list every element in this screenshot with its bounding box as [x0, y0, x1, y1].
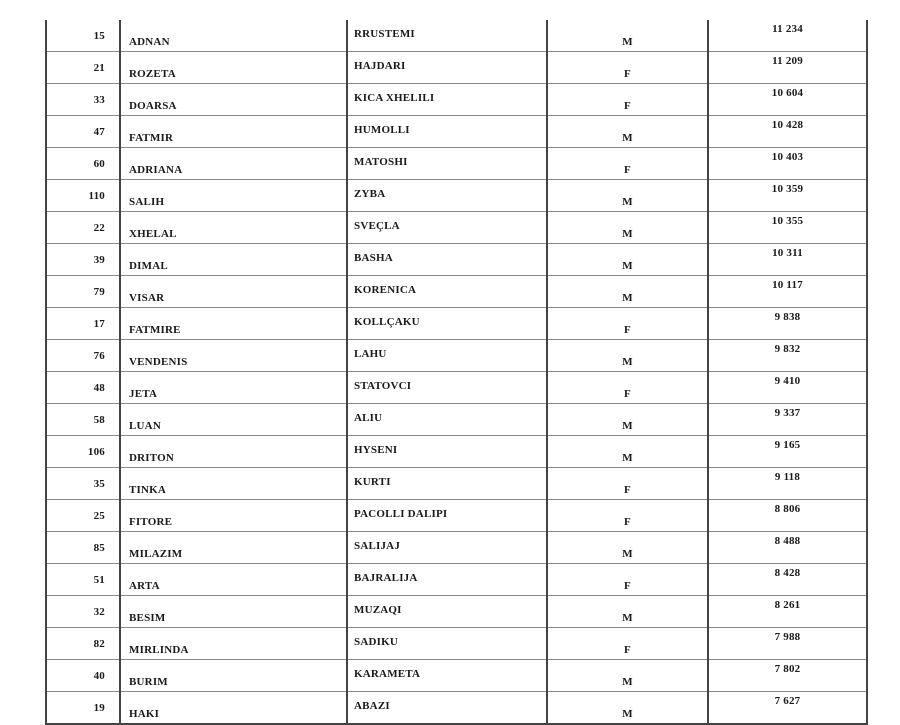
candidate-number-cell: 22	[46, 212, 120, 244]
votes-cell: 7 627	[708, 692, 867, 725]
gender-cell: F	[547, 564, 708, 596]
votes-cell: 11 234	[708, 20, 867, 52]
table-row	[46, 180, 867, 212]
table-row	[46, 244, 867, 276]
last-name-cell: STATOVCI	[347, 372, 547, 404]
first-name-cell: SALIH	[120, 180, 347, 212]
table-row	[46, 148, 867, 180]
last-name-cell: KURTI	[347, 468, 547, 500]
last-name-cell: LAHU	[347, 340, 547, 372]
gender-cell: M	[547, 180, 708, 212]
votes-cell: 9 118	[708, 468, 867, 500]
votes-cell: 7 802	[708, 660, 867, 692]
first-name-cell: BESIM	[120, 596, 347, 628]
gender-cell: F	[547, 84, 708, 116]
gender-cell: M	[547, 436, 708, 468]
last-name-cell: MATOSHI	[347, 148, 547, 180]
gender-cell: F	[547, 628, 708, 660]
last-name-cell: BASHA	[347, 244, 547, 276]
table-row	[46, 212, 867, 244]
table-row	[46, 596, 867, 628]
last-name-cell: SADIKU	[347, 628, 547, 660]
gender-cell: F	[547, 148, 708, 180]
first-name-cell: MIRLINDA	[120, 628, 347, 660]
table-row	[46, 20, 867, 52]
candidate-number-cell: 106	[46, 436, 120, 468]
first-name-cell: HAKI	[120, 692, 347, 725]
last-name-cell: ALIU	[347, 404, 547, 436]
candidate-number-cell: 39	[46, 244, 120, 276]
votes-cell: 10 403	[708, 148, 867, 180]
gender-cell: M	[547, 692, 708, 725]
candidate-number-cell: 33	[46, 84, 120, 116]
candidate-number-cell: 48	[46, 372, 120, 404]
last-name-cell: RRUSTEMI	[347, 20, 547, 52]
first-name-cell: XHELAL	[120, 212, 347, 244]
votes-cell: 7 988	[708, 628, 867, 660]
votes-cell: 10 311	[708, 244, 867, 276]
table-row	[46, 308, 867, 340]
candidate-number-cell: 76	[46, 340, 120, 372]
table-row	[46, 372, 867, 404]
votes-cell: 8 428	[708, 564, 867, 596]
first-name-cell: TINKA	[120, 468, 347, 500]
candidate-number-cell: 25	[46, 500, 120, 532]
last-name-cell: PACOLLI DALIPI	[347, 500, 547, 532]
votes-cell: 10 604	[708, 84, 867, 116]
first-name-cell: ADNAN	[120, 20, 347, 52]
last-name-cell: KARAMETA	[347, 660, 547, 692]
first-name-cell: ROZETA	[120, 52, 347, 84]
candidate-number-cell: 15	[46, 20, 120, 52]
first-name-cell: DOARSA	[120, 84, 347, 116]
votes-cell: 9 165	[708, 436, 867, 468]
last-name-cell: HAJDARI	[347, 52, 547, 84]
last-name-cell: ZYBA	[347, 180, 547, 212]
last-name-cell: SALIJAJ	[347, 532, 547, 564]
candidate-number-cell: 82	[46, 628, 120, 660]
gender-cell: M	[547, 404, 708, 436]
candidate-number-cell: 85	[46, 532, 120, 564]
last-name-cell: KORENICA	[347, 276, 547, 308]
table-row	[46, 692, 867, 725]
table-row	[46, 436, 867, 468]
table-row	[46, 276, 867, 308]
first-name-cell: MILAZIM	[120, 532, 347, 564]
gender-cell: M	[547, 116, 708, 148]
candidate-results-table	[45, 20, 868, 725]
table-row	[46, 564, 867, 596]
candidate-number-cell: 60	[46, 148, 120, 180]
first-name-cell: FITORE	[120, 500, 347, 532]
votes-cell: 8 488	[708, 532, 867, 564]
candidate-number-cell: 21	[46, 52, 120, 84]
candidate-number-cell: 58	[46, 404, 120, 436]
table-row	[46, 628, 867, 660]
candidate-number-cell: 51	[46, 564, 120, 596]
votes-cell: 10 428	[708, 116, 867, 148]
candidate-number-cell: 35	[46, 468, 120, 500]
votes-cell: 11 209	[708, 52, 867, 84]
last-name-cell: HUMOLLI	[347, 116, 547, 148]
candidate-number-cell: 40	[46, 660, 120, 692]
first-name-cell: DIMAL	[120, 244, 347, 276]
first-name-cell: VENDENIS	[120, 340, 347, 372]
first-name-cell: FATMIRE	[120, 308, 347, 340]
votes-cell: 9 337	[708, 404, 867, 436]
table-row	[46, 404, 867, 436]
last-name-cell: MUZAQI	[347, 596, 547, 628]
first-name-cell: ARTA	[120, 564, 347, 596]
gender-cell: M	[547, 244, 708, 276]
gender-cell: M	[547, 532, 708, 564]
gender-cell: F	[547, 308, 708, 340]
table-body	[46, 20, 867, 724]
first-name-cell: DRITON	[120, 436, 347, 468]
table-row	[46, 500, 867, 532]
candidate-number-cell: 17	[46, 308, 120, 340]
candidate-number-cell: 110	[46, 180, 120, 212]
gender-cell: M	[547, 20, 708, 52]
gender-cell: F	[547, 500, 708, 532]
first-name-cell: FATMIR	[120, 116, 347, 148]
first-name-cell: LUAN	[120, 404, 347, 436]
gender-cell: F	[547, 52, 708, 84]
gender-cell: M	[547, 660, 708, 692]
last-name-cell: KOLLÇAKU	[347, 308, 547, 340]
candidate-number-cell: 32	[46, 596, 120, 628]
gender-cell: F	[547, 468, 708, 500]
votes-cell: 9 410	[708, 372, 867, 404]
last-name-cell: ABAZI	[347, 692, 547, 725]
first-name-cell: ADRIANA	[120, 148, 347, 180]
gender-cell: M	[547, 340, 708, 372]
candidate-number-cell: 79	[46, 276, 120, 308]
candidate-number-cell: 47	[46, 116, 120, 148]
table-row	[46, 340, 867, 372]
candidate-number-cell: 19	[46, 692, 120, 725]
last-name-cell: HYSENI	[347, 436, 547, 468]
votes-cell: 8 806	[708, 500, 867, 532]
gender-cell: M	[547, 212, 708, 244]
table-row	[46, 84, 867, 116]
first-name-cell: JETA	[120, 372, 347, 404]
votes-cell: 9 838	[708, 308, 867, 340]
votes-cell: 9 832	[708, 340, 867, 372]
last-name-cell: BAJRALIJA	[347, 564, 547, 596]
table-row	[46, 532, 867, 564]
table-row	[46, 468, 867, 500]
table-row	[46, 116, 867, 148]
gender-cell: M	[547, 596, 708, 628]
votes-cell: 10 117	[708, 276, 867, 308]
first-name-cell: VISAR	[120, 276, 347, 308]
votes-cell: 8 261	[708, 596, 867, 628]
votes-cell: 10 359	[708, 180, 867, 212]
gender-cell: F	[547, 372, 708, 404]
gender-cell: M	[547, 276, 708, 308]
table-row	[46, 660, 867, 692]
last-name-cell: KICA XHELILI	[347, 84, 547, 116]
first-name-cell: BURIM	[120, 660, 347, 692]
table-row	[46, 52, 867, 84]
last-name-cell: SVEÇLA	[347, 212, 547, 244]
votes-cell: 10 355	[708, 212, 867, 244]
